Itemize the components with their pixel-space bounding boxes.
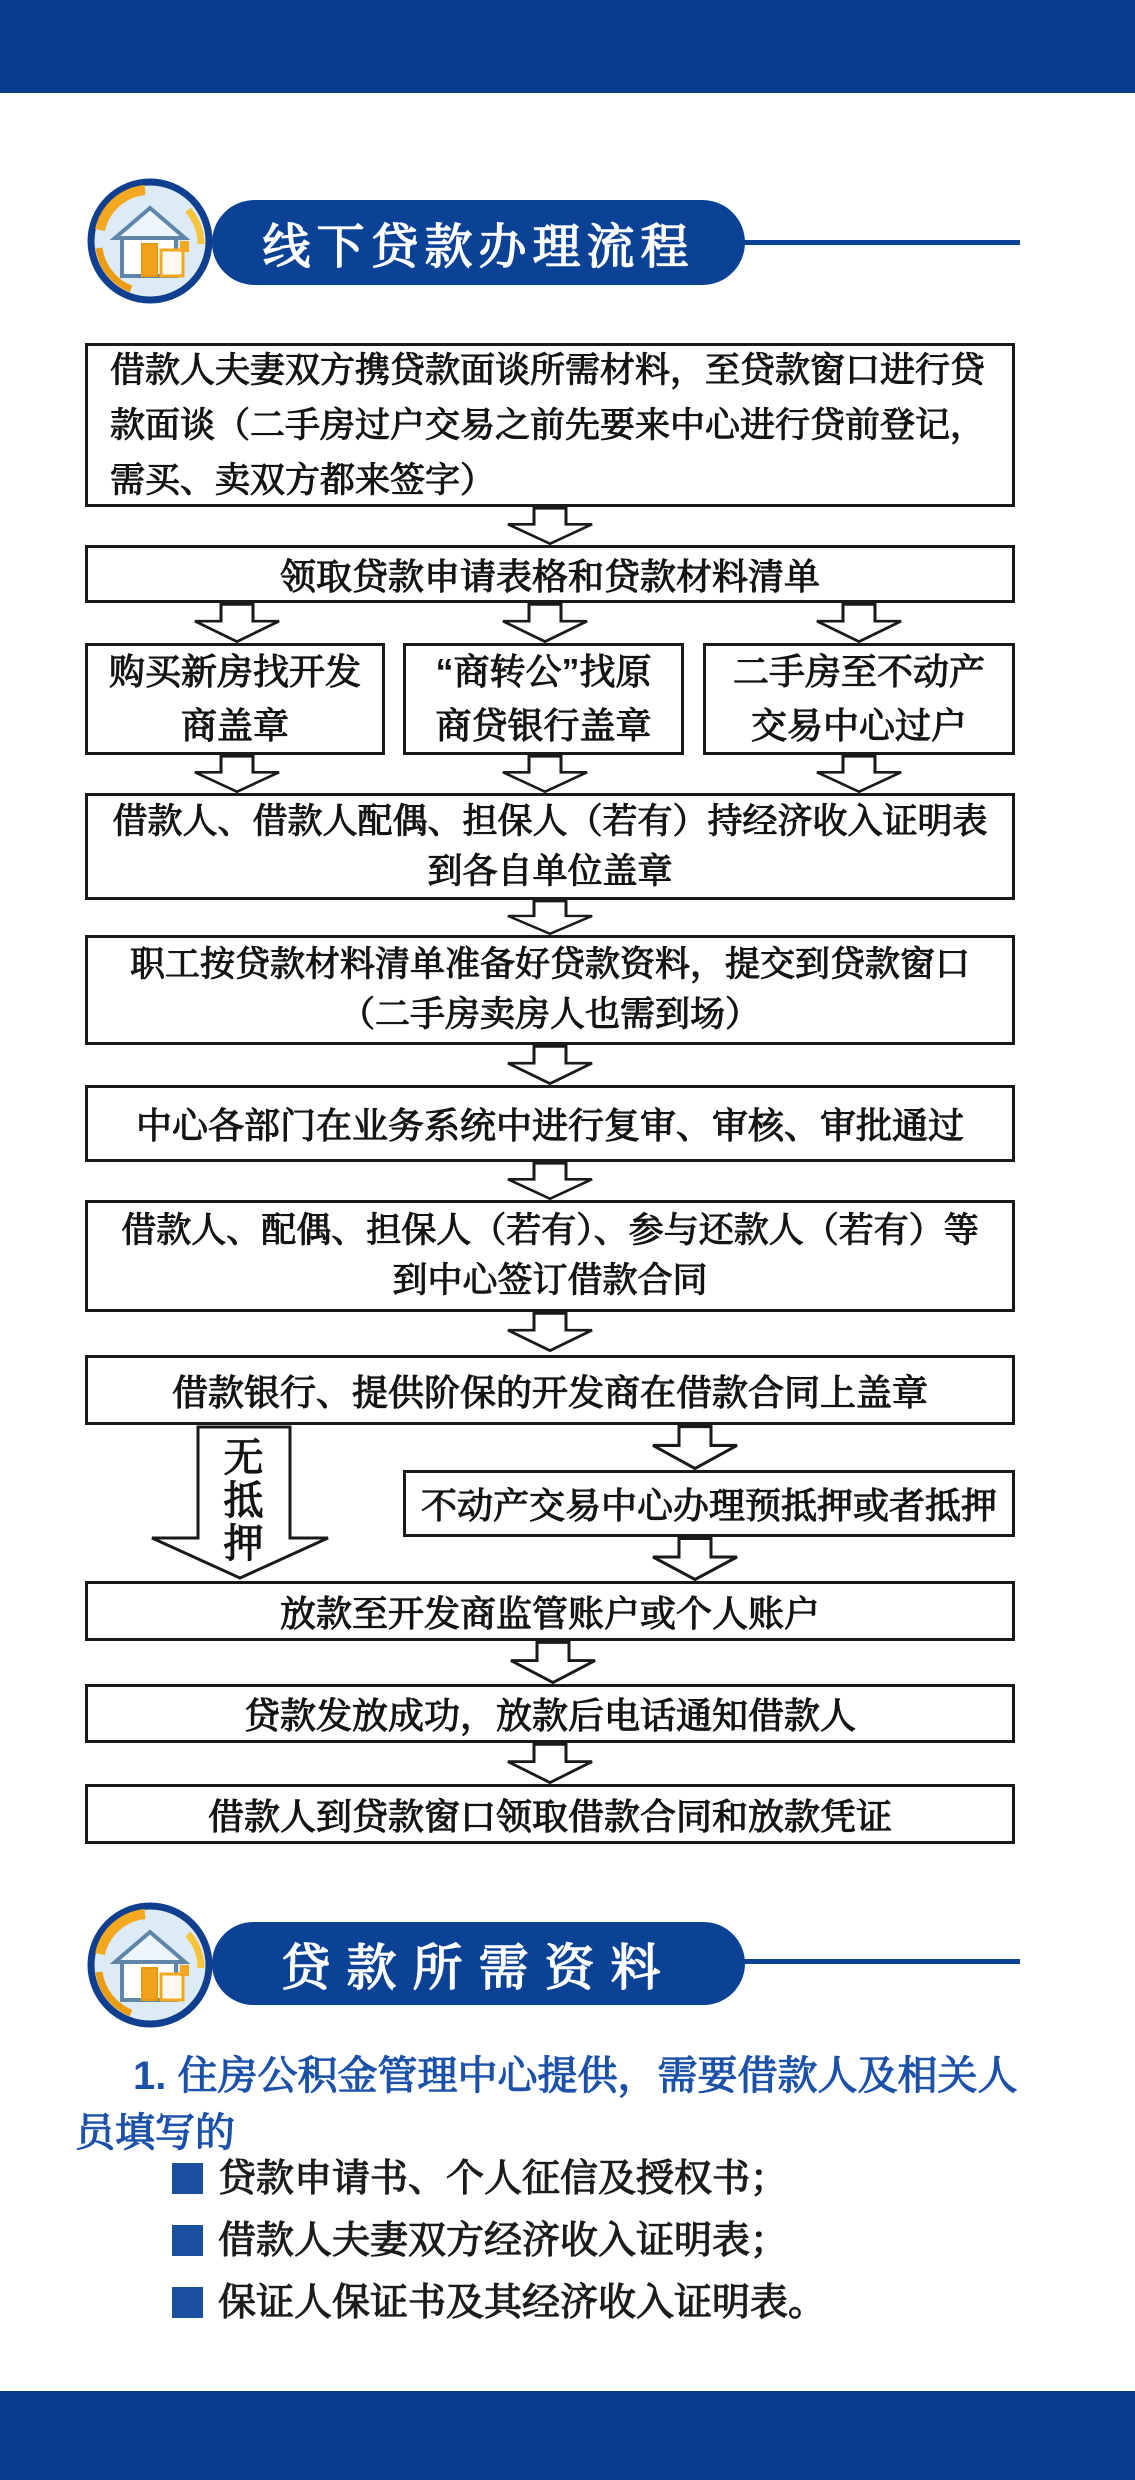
square-bullet-icon <box>172 2287 203 2318</box>
flow-step-10 <box>85 1684 1015 1743</box>
branch-transfer-line2: 商贷银行盖章 <box>435 705 652 746</box>
flow-step-5-line2: （二手房卖房人也需到场） <box>339 995 760 1034</box>
down-arrow-icon <box>506 1743 594 1784</box>
flow-step-11 <box>85 1784 1015 1844</box>
flow-step-7 <box>85 1200 1015 1312</box>
flow-step-10-text: 贷款发放成功，放款后电话通知借款人 <box>243 1695 856 1736</box>
flow-step-7-line1: 借款人、配偶、担保人（若有）、参与还款人（若有）等 <box>121 1211 979 1250</box>
down-arrow-icon <box>193 603 281 643</box>
bottom-band <box>0 2391 1135 2480</box>
housing-fund-logo-icon <box>87 178 213 304</box>
square-bullet-icon <box>172 2225 203 2256</box>
flow-step-1 <box>85 343 1015 507</box>
flow-step-5-line1: 职工按贷款材料清单准备好贷款资料，提交到贷款窗口 <box>129 945 970 984</box>
no-mortgage-label: 无抵押 <box>218 1436 262 1565</box>
flow-step-6-text: 中心各部门在业务系统中进行复审、审核、审批通过 <box>135 1105 964 1146</box>
down-arrow-icon <box>815 603 903 643</box>
flow-step-9 <box>85 1581 1015 1641</box>
down-arrow-icon <box>506 507 594 545</box>
top-band <box>0 0 1135 93</box>
flow-step-2-text: 领取贷款申请表格和贷款材料清单 <box>279 555 820 597</box>
flow-step-7-line2: 到中心签订借款合同 <box>392 1261 708 1300</box>
flow-step-2 <box>85 545 1015 603</box>
flow-branch-new-home <box>85 643 385 755</box>
flow-step-5 <box>85 935 1015 1045</box>
materials-item-text: 保证人保证书及其经济收入证明表。 <box>218 2282 827 2324</box>
square-bullet-icon <box>172 2163 203 2194</box>
flow-step-9-text: 放款至开发商监管账户或个人账户 <box>279 1592 820 1634</box>
flow-step-6 <box>85 1085 1015 1162</box>
down-arrow-icon <box>815 755 903 793</box>
branch-secondhand-line1: 二手房至不动产 <box>732 651 985 692</box>
flow-mortgage-text: 不动产交易中心办理预抵押或者抵押 <box>420 1485 997 1526</box>
materials-intro: 1. 住房公积金管理中心提供，需要借款人及相关人员填写的 <box>75 2054 1018 2155</box>
down-arrow-icon <box>193 755 281 793</box>
branch-new-line2: 商盖章 <box>180 705 289 746</box>
materials-item <box>172 2219 788 2263</box>
section1-title-pill <box>212 200 745 285</box>
flow-step-1-text: 借款人夫妻双方携贷款面谈所需材料，至贷款窗口进行贷款面谈（二手房过户交易之前先要来中心进行贷前登记，需买、卖双方都来签字） <box>110 350 986 500</box>
flow-mortgage-box <box>403 1470 1015 1537</box>
materials-item-text: 贷款申请书、个人征信及授权书； <box>218 2158 789 2200</box>
materials-item <box>172 2281 826 2325</box>
housing-fund-logo-icon <box>87 1902 213 2028</box>
flow-step-4 <box>85 793 1015 900</box>
materials-item <box>172 2157 788 2201</box>
down-arrow-icon <box>501 603 589 643</box>
section2-title-pill <box>212 1922 745 2005</box>
down-arrow-icon <box>506 1162 594 1200</box>
down-arrow-icon <box>506 900 594 935</box>
flow-step-8 <box>85 1355 1015 1425</box>
branch-secondhand-line2: 交易中心过户 <box>750 705 967 746</box>
down-arrow-icon <box>651 1425 739 1470</box>
section1-title: 线下贷款办理流程 <box>262 221 695 274</box>
down-arrow-icon <box>501 755 589 793</box>
branch-transfer-line1: “商转公”找原 <box>435 651 652 692</box>
flow-branch-commercial-transfer <box>403 643 684 755</box>
down-arrow-icon <box>506 1045 594 1085</box>
down-arrow-icon <box>509 1641 597 1684</box>
section1-rule <box>735 240 1020 245</box>
section2-rule <box>735 1959 1020 1964</box>
flow-step-4-line2: 到各自单位盖章 <box>427 851 673 891</box>
flow-branch-secondhand <box>703 643 1015 755</box>
section2-title: 贷款所需资料 <box>280 1939 677 1996</box>
flow-step-11-text: 借款人到贷款窗口领取借款合同和放款凭证 <box>207 1795 892 1837</box>
flow-step-4-line1: 借款人、借款人配偶、担保人（若有）持经济收入证明表 <box>112 801 988 841</box>
materials-item-text: 借款人夫妻双方经济收入证明表； <box>218 2220 789 2262</box>
branch-new-line1: 购买新房找开发 <box>108 651 361 692</box>
down-arrow-icon <box>651 1537 739 1581</box>
flow-step-8-text: 借款银行、提供阶保的开发商在借款合同上盖章 <box>171 1371 928 1413</box>
down-arrow-icon <box>506 1312 594 1352</box>
